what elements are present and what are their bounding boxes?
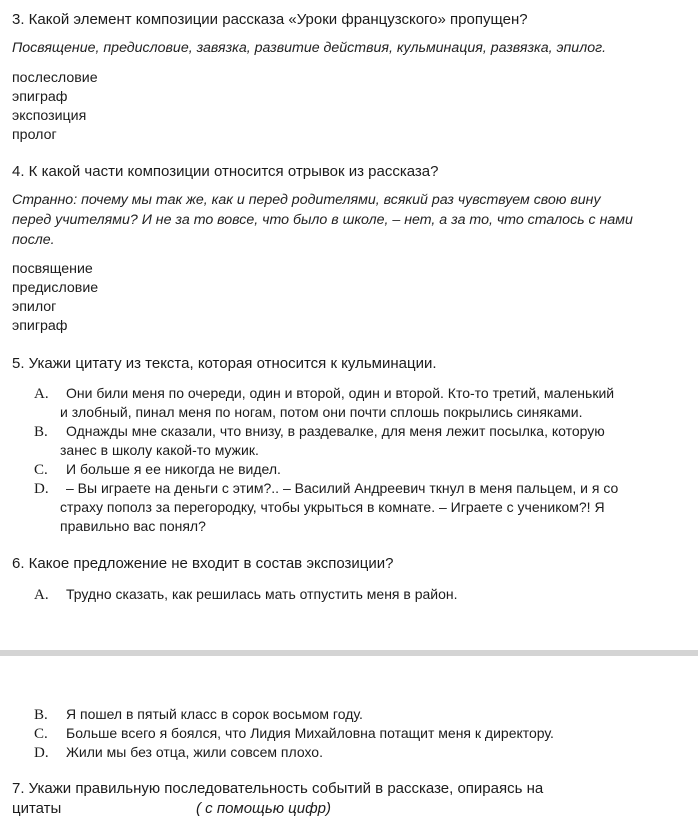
question-6-answer-a	[34, 585, 698, 604]
question-3-option-1: послесловие	[12, 70, 98, 86]
answer-text: Я пошел в пятый класс в сорок восьмом году.	[66, 706, 363, 722]
question-4-option-1: посвящение	[12, 261, 93, 277]
question-6-answer-d	[34, 743, 698, 762]
answer-text: Трудно сказать, как решилась мать отпустить меня в район.	[66, 586, 458, 602]
question-4-option-2: предисловие	[12, 280, 99, 296]
question-4-title: 4. К какой части композиции относится отрывок из рассказа?	[12, 163, 439, 180]
question-4-quote-line-3: после.	[12, 232, 55, 248]
answer-letter: D.	[34, 745, 49, 761]
question-5-answer-b-cont: занес в школу какой-то мужик.	[60, 442, 259, 458]
question-4-quote-line-1: Странно: почему мы так же, как и перед родителями, всякий раз чувствуем свою вину	[12, 192, 601, 208]
question-5-answer-d-cont-1: страху пополз за перегородку, чтобы укрыться в комнате. – Играете с учеником?! Я	[60, 499, 605, 515]
answer-letter: A.	[34, 386, 49, 402]
answer-letter: C.	[34, 726, 48, 742]
question-5-answer-a-cont: и злобный, пинал меня по ногам, потом они почти сплошь покрылись синяками.	[60, 404, 583, 420]
answer-text: Однажды мне сказали, что внизу, в раздевалке, для меня лежит посылка, которую	[66, 423, 605, 439]
question-4-option-4: эпиграф	[12, 318, 68, 334]
question-5-answer-d	[34, 479, 698, 498]
question-3-option-2: эпиграф	[12, 89, 68, 105]
question-5-answer-c	[34, 460, 698, 479]
question-3-title: 3. Какой элемент композиции рассказа «Уроки французского» пропущен?	[12, 11, 528, 28]
answer-text: Больше всего я боялся, что Лидия Михайловна потащит меня к директору.	[66, 725, 554, 741]
question-6-title: 6. Какое предложение не входит в состав экспозиции?	[12, 555, 394, 572]
question-6-answer-b	[34, 705, 698, 724]
answer-letter: B.	[34, 424, 48, 440]
answer-text: Они били меня по очереди, один и второй, один и второй. Кто-то третий, маленький	[66, 385, 615, 401]
question-3-option-3: экспозиция	[12, 108, 87, 124]
question-4-option-3: эпилог	[12, 299, 57, 315]
question-5-title: 5. Укажи цитату из текста, которая относится к кульминации.	[12, 355, 437, 372]
question-5-answer-a	[34, 384, 698, 403]
answer-letter: D.	[34, 481, 49, 497]
answer-text: – Вы играете на деньги с этим?.. – Василий Андреевич ткнул в меня пальцем, и я со	[66, 480, 619, 496]
question-6-answer-c	[34, 724, 698, 743]
answer-letter: A.	[34, 587, 49, 603]
answer-letter: B.	[34, 707, 48, 723]
question-3-sequence: Посвящение, предисловие, завязка, развитие действия, кульминация, развязка, эпилог.	[12, 40, 607, 56]
question-7-hint: ( с помощью цифр)	[196, 800, 331, 817]
question-7-title-line-2: цитаты	[12, 800, 62, 817]
question-4-quote-line-2: перед учителями? И не за то вовсе, что было в школе, – нет, а за то, что сталось с нами	[12, 212, 633, 228]
question-5-answer-d-cont-2: правильно вас понял?	[60, 518, 206, 534]
page-divider	[0, 650, 698, 656]
answer-letter: C.	[34, 462, 48, 478]
question-3-option-4: пролог	[12, 127, 57, 143]
question-7-title-line-1: 7. Укажи правильную последовательность событий в рассказе, опираясь на	[12, 780, 544, 797]
answer-text: Жили мы без отца, жили совсем плохо.	[66, 744, 323, 760]
answer-text: И больше я ее никогда не видел.	[66, 461, 281, 477]
question-5-answer-b	[34, 422, 698, 441]
